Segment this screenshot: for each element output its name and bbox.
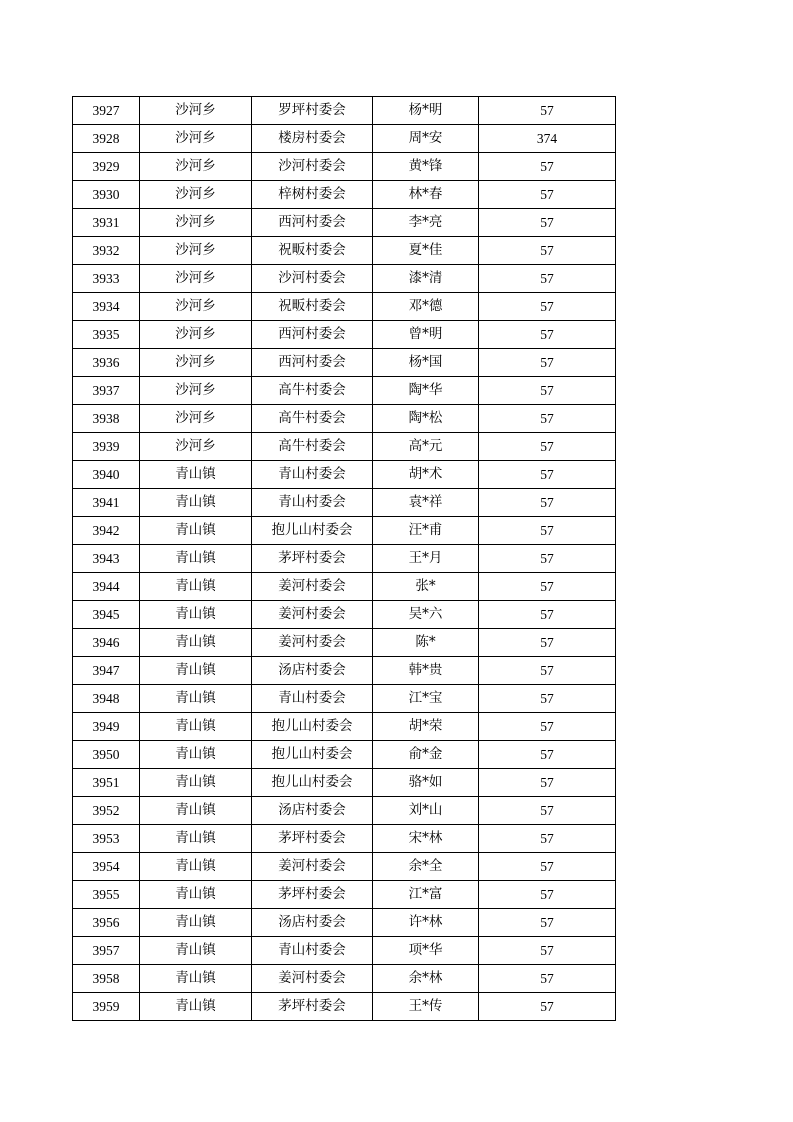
village-committee-cell: 高牛村委会 bbox=[252, 377, 373, 405]
village-committee-cell: 汤店村委会 bbox=[252, 797, 373, 825]
row-number-cell: 3943 bbox=[73, 545, 140, 573]
village-committee-cell: 姜河村委会 bbox=[252, 853, 373, 881]
village-committee-cell: 西河村委会 bbox=[252, 349, 373, 377]
amount-cell: 57 bbox=[479, 601, 616, 629]
village-committee-cell: 姜河村委会 bbox=[252, 601, 373, 629]
person-name-cell: 汪*甫 bbox=[373, 517, 479, 545]
town-cell: 青山镇 bbox=[140, 713, 252, 741]
table-row bbox=[73, 601, 616, 629]
town-cell: 青山镇 bbox=[140, 601, 252, 629]
person-name-cell: 陈* bbox=[373, 629, 479, 657]
town-cell: 沙河乡 bbox=[140, 181, 252, 209]
village-committee-cell: 抱儿山村委会 bbox=[252, 713, 373, 741]
row-number-cell: 3946 bbox=[73, 629, 140, 657]
row-number-cell: 3956 bbox=[73, 909, 140, 937]
amount-cell: 57 bbox=[479, 265, 616, 293]
village-committee-cell: 汤店村委会 bbox=[252, 909, 373, 937]
village-committee-cell: 姜河村委会 bbox=[252, 629, 373, 657]
amount-cell: 57 bbox=[479, 405, 616, 433]
town-cell: 青山镇 bbox=[140, 489, 252, 517]
amount-cell: 57 bbox=[479, 965, 616, 993]
person-name-cell: 余*林 bbox=[373, 965, 479, 993]
table-row bbox=[73, 937, 616, 965]
village-committee-cell: 汤店村委会 bbox=[252, 657, 373, 685]
town-cell: 沙河乡 bbox=[140, 377, 252, 405]
table-row bbox=[73, 97, 616, 125]
village-committee-cell: 抱儿山村委会 bbox=[252, 769, 373, 797]
amount-cell: 57 bbox=[479, 377, 616, 405]
row-number-cell: 3948 bbox=[73, 685, 140, 713]
village-committee-cell: 姜河村委会 bbox=[252, 965, 373, 993]
row-number-cell: 3939 bbox=[73, 433, 140, 461]
amount-cell: 57 bbox=[479, 293, 616, 321]
row-number-cell: 3957 bbox=[73, 937, 140, 965]
person-name-cell: 江*富 bbox=[373, 881, 479, 909]
row-number-cell: 3936 bbox=[73, 349, 140, 377]
amount-cell: 57 bbox=[479, 909, 616, 937]
row-number-cell: 3935 bbox=[73, 321, 140, 349]
person-name-cell: 江*宝 bbox=[373, 685, 479, 713]
town-cell: 沙河乡 bbox=[140, 433, 252, 461]
row-number-cell: 3949 bbox=[73, 713, 140, 741]
table-row bbox=[73, 657, 616, 685]
village-committee-cell: 梓树村委会 bbox=[252, 181, 373, 209]
village-committee-cell: 祝畈村委会 bbox=[252, 293, 373, 321]
table-row bbox=[73, 713, 616, 741]
village-committee-cell: 姜河村委会 bbox=[252, 573, 373, 601]
town-cell: 青山镇 bbox=[140, 937, 252, 965]
person-name-cell: 宋*林 bbox=[373, 825, 479, 853]
town-cell: 青山镇 bbox=[140, 545, 252, 573]
person-name-cell: 王*月 bbox=[373, 545, 479, 573]
town-cell: 沙河乡 bbox=[140, 153, 252, 181]
town-cell: 沙河乡 bbox=[140, 97, 252, 125]
row-number-cell: 3952 bbox=[73, 797, 140, 825]
amount-cell: 57 bbox=[479, 461, 616, 489]
table-row bbox=[73, 629, 616, 657]
town-cell: 青山镇 bbox=[140, 909, 252, 937]
amount-cell: 57 bbox=[479, 825, 616, 853]
table-row bbox=[73, 125, 616, 153]
row-number-cell: 3950 bbox=[73, 741, 140, 769]
person-name-cell: 陶*华 bbox=[373, 377, 479, 405]
row-number-cell: 3944 bbox=[73, 573, 140, 601]
amount-cell: 57 bbox=[479, 433, 616, 461]
village-committee-cell: 高牛村委会 bbox=[252, 405, 373, 433]
table-row bbox=[73, 685, 616, 713]
table-row bbox=[73, 237, 616, 265]
town-cell: 青山镇 bbox=[140, 657, 252, 685]
town-cell: 青山镇 bbox=[140, 797, 252, 825]
amount-cell: 57 bbox=[479, 685, 616, 713]
village-committee-cell: 沙河村委会 bbox=[252, 153, 373, 181]
town-cell: 沙河乡 bbox=[140, 349, 252, 377]
person-name-cell: 李*亮 bbox=[373, 209, 479, 237]
row-number-cell: 3930 bbox=[73, 181, 140, 209]
town-cell: 青山镇 bbox=[140, 573, 252, 601]
row-number-cell: 3928 bbox=[73, 125, 140, 153]
person-name-cell: 曾*明 bbox=[373, 321, 479, 349]
person-name-cell: 陶*松 bbox=[373, 405, 479, 433]
table-row bbox=[73, 377, 616, 405]
amount-cell: 57 bbox=[479, 153, 616, 181]
table-row bbox=[73, 489, 616, 517]
amount-cell: 57 bbox=[479, 237, 616, 265]
person-name-cell: 周*安 bbox=[373, 125, 479, 153]
town-cell: 沙河乡 bbox=[140, 321, 252, 349]
person-name-cell: 夏*佳 bbox=[373, 237, 479, 265]
person-name-cell: 刘*山 bbox=[373, 797, 479, 825]
table-row bbox=[73, 797, 616, 825]
amount-cell: 57 bbox=[479, 97, 616, 125]
person-name-cell: 高*元 bbox=[373, 433, 479, 461]
town-cell: 青山镇 bbox=[140, 461, 252, 489]
table-row bbox=[73, 461, 616, 489]
person-name-cell: 漆*清 bbox=[373, 265, 479, 293]
amount-cell: 57 bbox=[479, 517, 616, 545]
village-committee-cell: 青山村委会 bbox=[252, 489, 373, 517]
table-row bbox=[73, 573, 616, 601]
town-cell: 青山镇 bbox=[140, 629, 252, 657]
village-committee-cell: 高牛村委会 bbox=[252, 433, 373, 461]
amount-cell: 57 bbox=[479, 181, 616, 209]
amount-cell: 57 bbox=[479, 489, 616, 517]
town-cell: 沙河乡 bbox=[140, 237, 252, 265]
town-cell: 青山镇 bbox=[140, 517, 252, 545]
person-name-cell: 林*春 bbox=[373, 181, 479, 209]
village-committee-cell: 沙河村委会 bbox=[252, 265, 373, 293]
person-name-cell: 张* bbox=[373, 573, 479, 601]
amount-cell: 57 bbox=[479, 713, 616, 741]
person-name-cell: 胡*荣 bbox=[373, 713, 479, 741]
row-number-cell: 3940 bbox=[73, 461, 140, 489]
village-committee-cell: 茅坪村委会 bbox=[252, 545, 373, 573]
table-row bbox=[73, 349, 616, 377]
table-row bbox=[73, 993, 616, 1021]
row-number-cell: 3941 bbox=[73, 489, 140, 517]
amount-cell: 57 bbox=[479, 797, 616, 825]
village-committee-cell: 西河村委会 bbox=[252, 321, 373, 349]
records-table-body bbox=[73, 97, 616, 1021]
row-number-cell: 3933 bbox=[73, 265, 140, 293]
person-name-cell: 邓*德 bbox=[373, 293, 479, 321]
village-committee-cell: 青山村委会 bbox=[252, 461, 373, 489]
person-name-cell: 黄*锋 bbox=[373, 153, 479, 181]
person-name-cell: 杨*国 bbox=[373, 349, 479, 377]
table-row bbox=[73, 181, 616, 209]
village-committee-cell: 青山村委会 bbox=[252, 685, 373, 713]
person-name-cell: 许*林 bbox=[373, 909, 479, 937]
person-name-cell: 余*全 bbox=[373, 853, 479, 881]
village-committee-cell: 茅坪村委会 bbox=[252, 881, 373, 909]
person-name-cell: 王*传 bbox=[373, 993, 479, 1021]
town-cell: 沙河乡 bbox=[140, 293, 252, 321]
row-number-cell: 3942 bbox=[73, 517, 140, 545]
row-number-cell: 3959 bbox=[73, 993, 140, 1021]
amount-cell: 57 bbox=[479, 993, 616, 1021]
row-number-cell: 3934 bbox=[73, 293, 140, 321]
village-committee-cell: 罗坪村委会 bbox=[252, 97, 373, 125]
amount-cell: 57 bbox=[479, 853, 616, 881]
town-cell: 青山镇 bbox=[140, 853, 252, 881]
row-number-cell: 3951 bbox=[73, 769, 140, 797]
person-name-cell: 吴*六 bbox=[373, 601, 479, 629]
town-cell: 沙河乡 bbox=[140, 405, 252, 433]
table-row bbox=[73, 545, 616, 573]
person-name-cell: 韩*贵 bbox=[373, 657, 479, 685]
person-name-cell: 杨*明 bbox=[373, 97, 479, 125]
table-row bbox=[73, 881, 616, 909]
amount-cell: 57 bbox=[479, 629, 616, 657]
person-name-cell: 项*华 bbox=[373, 937, 479, 965]
village-committee-cell: 茅坪村委会 bbox=[252, 825, 373, 853]
village-committee-cell: 祝畈村委会 bbox=[252, 237, 373, 265]
town-cell: 沙河乡 bbox=[140, 125, 252, 153]
town-cell: 青山镇 bbox=[140, 741, 252, 769]
row-number-cell: 3931 bbox=[73, 209, 140, 237]
amount-cell: 57 bbox=[479, 573, 616, 601]
person-name-cell: 俞*金 bbox=[373, 741, 479, 769]
town-cell: 青山镇 bbox=[140, 965, 252, 993]
table-row bbox=[73, 153, 616, 181]
amount-cell: 57 bbox=[479, 937, 616, 965]
row-number-cell: 3953 bbox=[73, 825, 140, 853]
table-row bbox=[73, 965, 616, 993]
row-number-cell: 3927 bbox=[73, 97, 140, 125]
village-committee-cell: 青山村委会 bbox=[252, 937, 373, 965]
village-committee-cell: 西河村委会 bbox=[252, 209, 373, 237]
table-row bbox=[73, 517, 616, 545]
table-row bbox=[73, 321, 616, 349]
village-committee-cell: 楼房村委会 bbox=[252, 125, 373, 153]
town-cell: 青山镇 bbox=[140, 769, 252, 797]
amount-cell: 57 bbox=[479, 545, 616, 573]
person-name-cell: 胡*术 bbox=[373, 461, 479, 489]
amount-cell: 57 bbox=[479, 657, 616, 685]
amount-cell: 57 bbox=[479, 349, 616, 377]
table-row bbox=[73, 405, 616, 433]
town-cell: 沙河乡 bbox=[140, 209, 252, 237]
table-row bbox=[73, 433, 616, 461]
row-number-cell: 3947 bbox=[73, 657, 140, 685]
town-cell: 青山镇 bbox=[140, 825, 252, 853]
table-row bbox=[73, 853, 616, 881]
village-committee-cell: 抱儿山村委会 bbox=[252, 741, 373, 769]
table-row bbox=[73, 741, 616, 769]
town-cell: 青山镇 bbox=[140, 685, 252, 713]
table-row bbox=[73, 265, 616, 293]
amount-cell: 57 bbox=[479, 769, 616, 797]
amount-cell: 57 bbox=[479, 741, 616, 769]
amount-cell: 57 bbox=[479, 321, 616, 349]
village-committee-cell: 抱儿山村委会 bbox=[252, 517, 373, 545]
row-number-cell: 3938 bbox=[73, 405, 140, 433]
village-committee-cell: 茅坪村委会 bbox=[252, 993, 373, 1021]
row-number-cell: 3932 bbox=[73, 237, 140, 265]
table-row bbox=[73, 825, 616, 853]
row-number-cell: 3955 bbox=[73, 881, 140, 909]
row-number-cell: 3954 bbox=[73, 853, 140, 881]
amount-cell: 57 bbox=[479, 881, 616, 909]
row-number-cell: 3937 bbox=[73, 377, 140, 405]
table-row bbox=[73, 909, 616, 937]
table-row bbox=[73, 293, 616, 321]
person-name-cell: 袁*祥 bbox=[373, 489, 479, 517]
row-number-cell: 3945 bbox=[73, 601, 140, 629]
table-row bbox=[73, 769, 616, 797]
row-number-cell: 3929 bbox=[73, 153, 140, 181]
table-row bbox=[73, 209, 616, 237]
town-cell: 沙河乡 bbox=[140, 265, 252, 293]
town-cell: 青山镇 bbox=[140, 881, 252, 909]
town-cell: 青山镇 bbox=[140, 993, 252, 1021]
records-table bbox=[72, 96, 616, 1021]
row-number-cell: 3958 bbox=[73, 965, 140, 993]
person-name-cell: 骆*如 bbox=[373, 769, 479, 797]
amount-cell: 374 bbox=[479, 125, 616, 153]
amount-cell: 57 bbox=[479, 209, 616, 237]
